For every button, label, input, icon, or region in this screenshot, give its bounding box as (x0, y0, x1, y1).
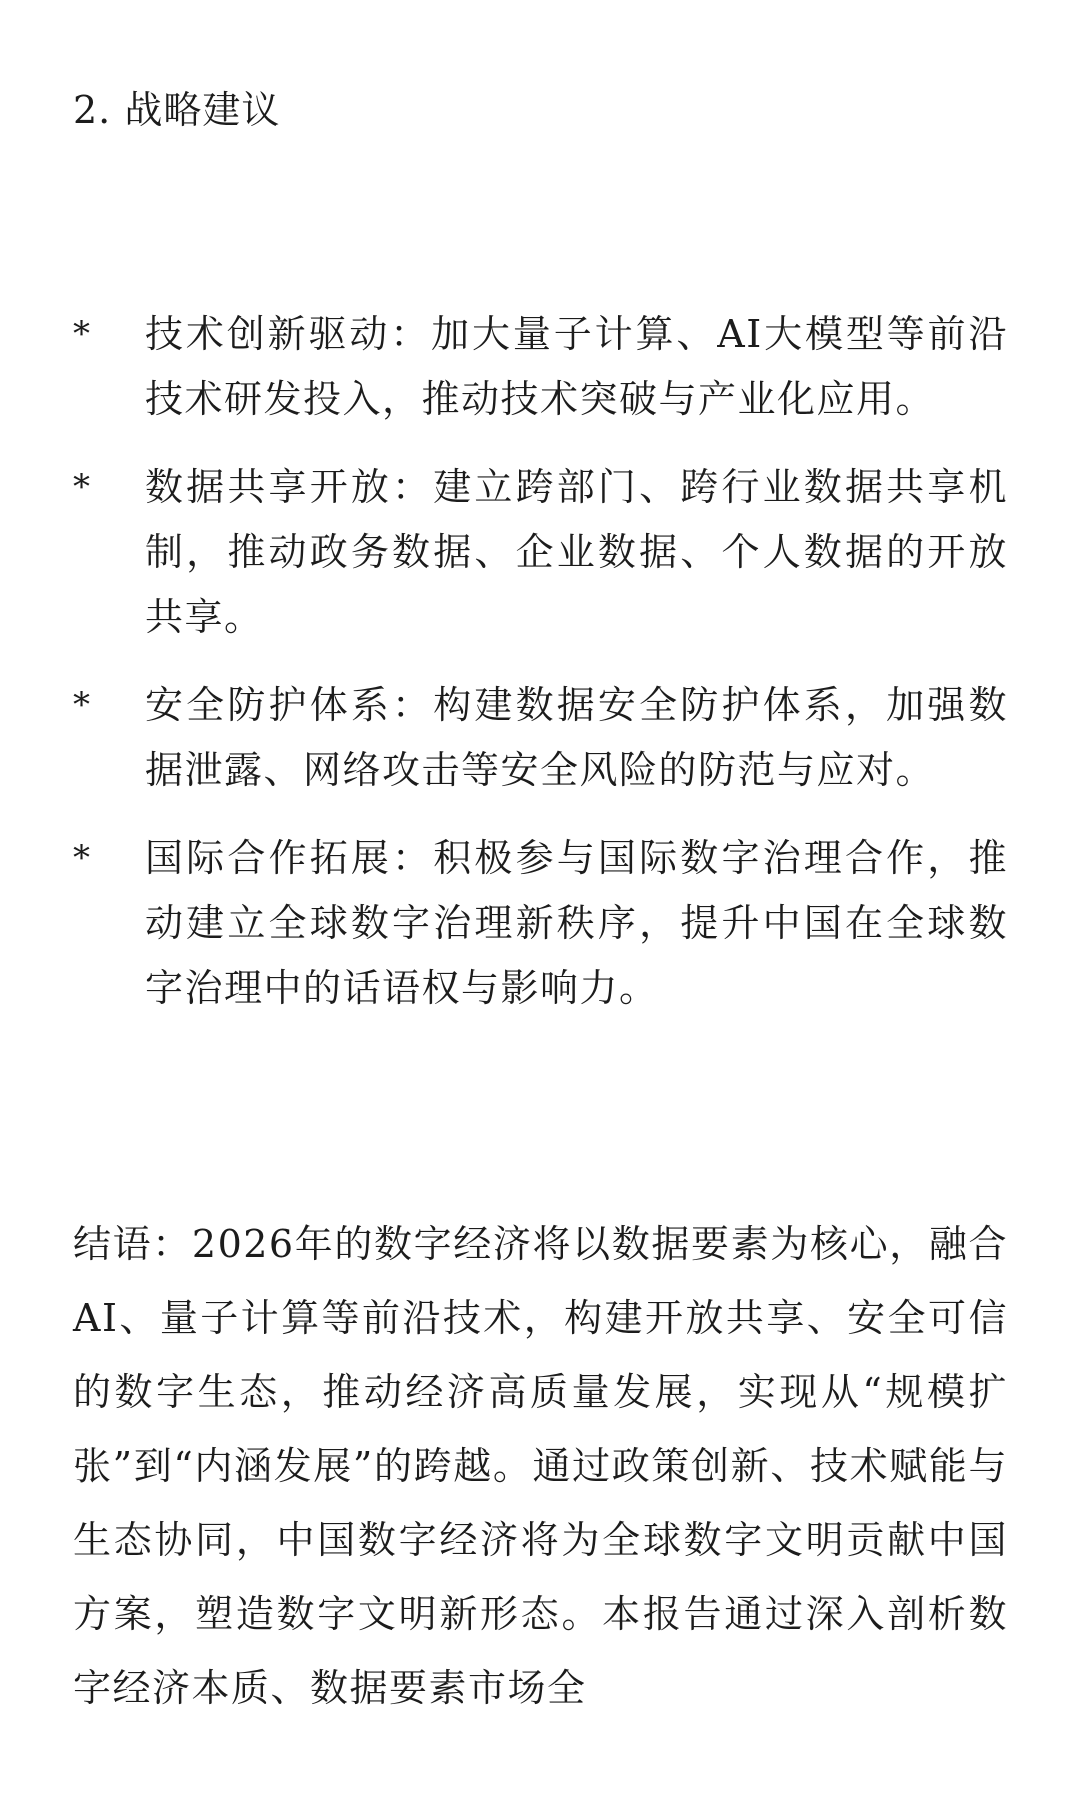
bullet-marker: * (73, 467, 92, 507)
bullet-marker: * (73, 838, 92, 878)
bullet-marker: * (73, 685, 92, 725)
list-item (73, 673, 1008, 803)
list-item-text: 安全防护体系：构建数据安全防护体系，加强数据泄露、网络攻击等安全风险的防范与应对。 (145, 683, 1008, 792)
list-item-text: 国际合作拓展：积极参与国际数字治理合作，推动建立全球数字治理新秩序，提升中国在全球数字治理中的话语权与影响力。 (145, 836, 1008, 1010)
bullet-marker: * (73, 314, 92, 354)
strategy-list (73, 302, 1008, 1044)
list-item-text: 技术创新驱动：加大量子计算、AI大模型等前沿技术研发投入，推动技术突破与产业化应用。 (145, 312, 1008, 421)
list-item (73, 302, 1008, 432)
section-heading: 2. 战略建议 (73, 88, 281, 132)
list-item (73, 826, 1008, 1021)
list-item (73, 455, 1008, 650)
document-page (73, 0, 1008, 1800)
conclusion-paragraph: 结语：2026年的数字经济将以数据要素为核心，融合AI、量子计算等前沿技术，构建开放共享、安全可信的数字生态，推动经济高质量发展，实现从“规模扩张”到“内涵发展”的跨越。通过政策创新、技术赋能与生态协同，中国数字经济将为全球数字文明贡献中国方案，塑造数字文明新形态。本报告通过深入剖析数字经济本质、数据要素市场全 (73, 1222, 1008, 1710)
list-item-text: 数据共享开放：建立跨部门、跨行业数据共享机制，推动政务数据、企业数据、个人数据的开放共享。 (145, 465, 1008, 639)
